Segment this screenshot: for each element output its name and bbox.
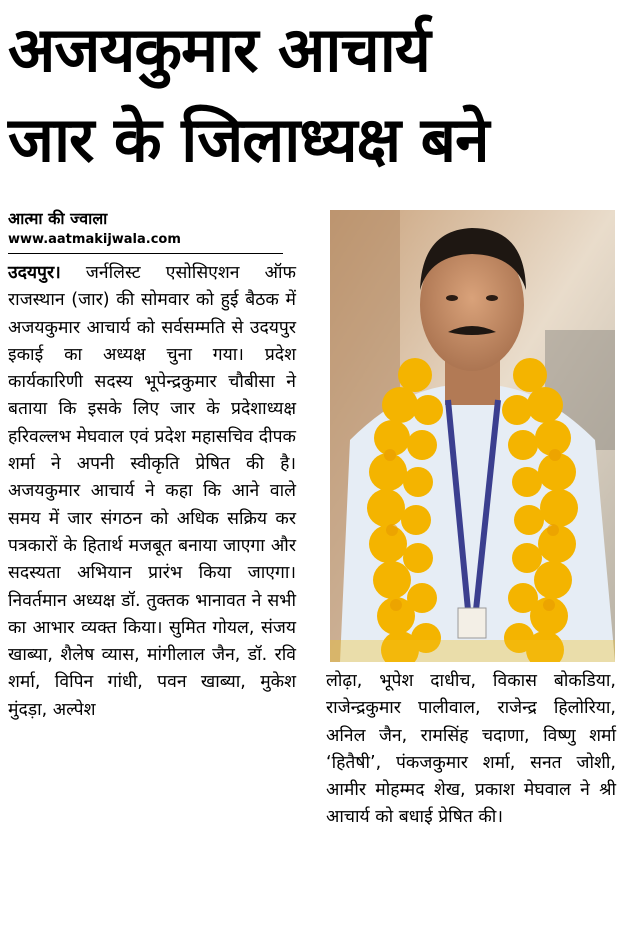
newspaper-url: www.aatmakijwala.com bbox=[8, 232, 181, 247]
headline-line-1: अजयकुमार आचार्य bbox=[8, 13, 430, 86]
newspaper-name: आत्मा की ज्वाला bbox=[8, 209, 108, 228]
portrait-illustration bbox=[330, 210, 615, 662]
byline-divider bbox=[8, 253, 283, 254]
portrait-photo bbox=[330, 210, 615, 662]
article-body-left: जर्नलिस्ट एसोसिएशन ऑफ राजस्थान (जार) की सोमवार को हुई बैठक में अजयकुमार आचार्य को सर्वसम्मति से उदयपुर इकाई का अध्यक्ष चुना गया। प्रदेश कार्यकारिणी सदस्य भूपेन्द्रकुमार चौबीसा ने बताया कि इसके लिए जार के प्रदेशाध्यक्ष हरिवल्लभ मेघवाल एवं प्रदेश महासचिव दीपक शर्मा ने अपनी स्वीकृति प्रेषित की है। अजयकुमार आचार्य ने कहा कि आने वाले समय में जार संगठन को अधिक सक्रिय कर पत्रकारों के हितार्थ मजबूत बनाया जाएगा और सदस्यता अभियान प्रारंभ किया जाएगा। निवर्तमान अध्यक्ष डॉ. तुक्तक भानावत ने सभी का आभार व्यक्त किया। सुमित गोयल, संजय खाब्या, शैलेष व्यास, मांगीलाल जैन, डॉ. रवि शर्मा, विपिन गांधी, पवन खाब्या, मुकेश मुंदड़ा, अल्पेश bbox=[8, 263, 296, 720]
headline-line-2: जार के जिलाध्यक्ष बने bbox=[8, 103, 489, 176]
article-column-right bbox=[326, 668, 616, 832]
article-column-left bbox=[8, 260, 296, 724]
byline bbox=[8, 208, 283, 254]
dateline-place: उदयपुर। bbox=[8, 263, 61, 283]
article-body-right: लोढ़ा, भूपेश दाधीच, विकास बोकडिया, राजेन्द्रकुमार पालीवाल, राजेन्द्र हिलोरिया, अनिल जैन, रामसिंह चदाणा, विष्णु शर्मा ‘हितैषी’, पंकजकुमार शर्मा, सनत जोशी, आमीर मोहम्मद शेख, प्रकाश मेघवाल ने श्री आचार्य को बधाई प्रेषित की। bbox=[326, 671, 616, 828]
